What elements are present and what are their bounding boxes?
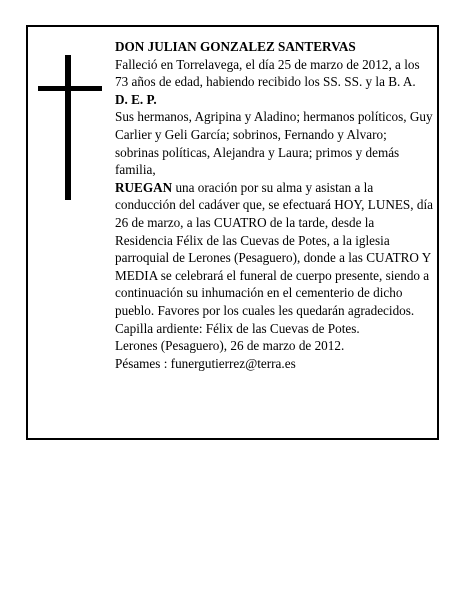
family-list: Sus hermanos, Agripina y Aladino; hermanos políticos, Guy Carlier y Geli García; sobrinos, Fernando y Alvaro; sobrinas políticas, Alejandra y Laura; primos y demás familia, bbox=[115, 109, 433, 178]
condolences-email: Pésames : funergutierrez@terra.es bbox=[115, 355, 296, 371]
deceased-name: DON JULIAN GONZALEZ SANTERVAS bbox=[115, 39, 356, 54]
place-date: Lerones (Pesaguero), 26 de marzo de 2012. bbox=[115, 338, 345, 354]
cross-icon bbox=[38, 55, 102, 200]
cross-horizontal-bar bbox=[38, 86, 102, 91]
death-notice: Falleció en Torrelavega, el día 25 de marzo de 2012, a los 73 años de edad, habiendo recibido los SS. SS. y la B. A. bbox=[115, 56, 420, 90]
request-body: una oración por su alma y asistan a la conducción del cadáver que, se efectuará HOY, LUNES, día 26 de marzo, a las CUATRO de la tarde, desde la Residencia Félix de las Cuevas de Potes, a la iglesia parroquial de Lerones (Pesaguero), donde a las CUATRO Y MEDIA se celebrará el funeral de cuerpo presente, siendo a continuación su inhumación en el cementerio de dicho pueblo. Favores por los cuales les quedarán agradecidos. Capilla ardiente: Félix de las Cuevas de Potes. bbox=[115, 179, 433, 336]
obituary-text bbox=[115, 38, 433, 372]
obituary-frame bbox=[26, 25, 439, 440]
request-paragraph bbox=[115, 179, 433, 337]
request-lead: RUEGAN bbox=[115, 179, 173, 195]
dep-line: D. E. P. bbox=[115, 91, 157, 107]
cross-vertical-bar bbox=[65, 55, 71, 200]
